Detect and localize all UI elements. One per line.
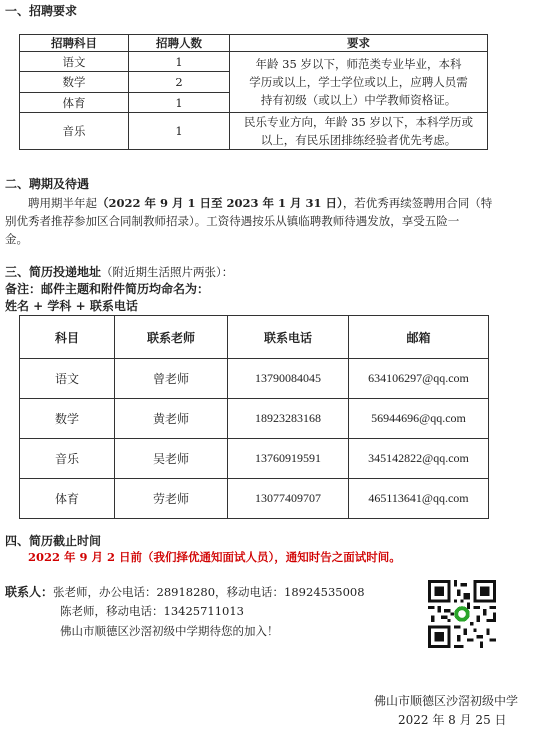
row-phone: 13760919591 <box>228 439 349 479</box>
row-email[interactable]: 345142822@qq.com <box>349 439 489 479</box>
term-text-cont: ，若优秀再续签聘用合同（特 <box>342 196 493 210</box>
section2-line2: 别优秀者推荐参加区合同制教师招录）。工资待遇按乐从镇临聘教师待遇发放，享受五险一 <box>5 214 460 228</box>
section2-line3: 金。 <box>5 232 28 246</box>
header-email: 邮箱 <box>349 316 489 359</box>
header-subject: 招聘科目 <box>20 35 129 52</box>
section1-title: 一、招聘要求 <box>5 4 78 18</box>
row-email[interactable]: 634106297@qq.com <box>349 359 489 399</box>
contact-line3: 佛山市顺德区沙滘初级中学期待您的加入！ <box>60 624 279 638</box>
req-line: 民乐专业方向，年龄 35 岁以下，本科学历或 <box>244 115 473 129</box>
row-teacher: 吴老师 <box>115 439 228 479</box>
contact-line2: 陈老师，移动电话：13425711013 <box>60 604 244 618</box>
header-teacher: 联系老师 <box>115 316 228 359</box>
term-text: 聘用期半年起 <box>28 196 97 210</box>
footer-school: 佛山市顺德区沙滘初级中学 <box>374 694 519 708</box>
row-subject: 音乐 <box>20 113 129 150</box>
row-subject: 语文 <box>20 359 115 399</box>
req-line: 持有初级（或以上）中学教师资格证。 <box>260 93 457 107</box>
row-count: 1 <box>129 93 230 113</box>
row-teacher: 劳老师 <box>115 479 228 519</box>
footer-date: 2022 年 8 月 25 日 <box>398 713 507 727</box>
row-subject: 数学 <box>20 399 115 439</box>
req-line: 以上，有民乐团排练经验者优先考虑。 <box>260 133 457 147</box>
row-subject: 音乐 <box>20 439 115 479</box>
requirements-general <box>230 52 488 113</box>
row-count: 1 <box>129 52 230 72</box>
row-email[interactable]: 465113641@qq.com <box>349 479 489 519</box>
section4-title: 四、简历截止时间 <box>5 534 102 548</box>
note-line1: 备注：邮件主题和附件简历均命名为： <box>5 282 210 296</box>
row-count: 2 <box>129 72 230 93</box>
header-requirements: 要求 <box>230 35 488 52</box>
row-count: 1 <box>129 113 230 150</box>
req-line: 年龄 35 岁以下，师范类专业毕业，本科 <box>255 57 462 71</box>
contact-table <box>19 315 489 519</box>
contact-line1 <box>5 583 365 600</box>
row-email[interactable]: 56944696@qq.com <box>349 399 489 439</box>
section3-title: 三、简历投递地址 <box>5 265 102 279</box>
header-subject: 科目 <box>20 316 115 359</box>
row-subject: 语文 <box>20 52 129 72</box>
row-subject: 数学 <box>20 72 129 93</box>
header-phone: 联系电话 <box>228 316 349 359</box>
section3-title-line <box>5 263 233 280</box>
row-teacher: 曾老师 <box>115 359 228 399</box>
row-teacher: 黄老师 <box>115 399 228 439</box>
requirements-music <box>230 113 488 150</box>
qr-code-image <box>428 580 496 648</box>
section2-title: 二、聘期及待遇 <box>5 177 90 191</box>
contact-text: 张老师，办公电话：28918280，移动电话：18924535008 <box>53 585 365 599</box>
row-phone: 18923283168 <box>228 399 349 439</box>
section2-line1 <box>28 195 492 211</box>
recruitment-table <box>19 34 488 150</box>
deadline-text: 2022 年 9 月 2 日前（我们择优通知面试人员），通知时告之面试时间。 <box>28 550 401 564</box>
term-dates: （2022 年 9 月 1 日至 2023 年 1 月 31 日） <box>97 196 343 210</box>
req-line: 学历或以上，学士学位或以上，应聘人员需 <box>249 75 468 89</box>
header-count: 招聘人数 <box>129 35 230 52</box>
row-subject: 体育 <box>20 93 129 113</box>
contact-label: 联系人： <box>5 585 54 599</box>
section3-title-note: （附近期生活照片两张）： <box>101 265 234 279</box>
note-line2: 姓名 + 学科 + 联系电话 <box>5 299 138 313</box>
row-phone: 13790084045 <box>228 359 349 399</box>
row-phone: 13077409707 <box>228 479 349 519</box>
row-subject: 体育 <box>20 479 115 519</box>
